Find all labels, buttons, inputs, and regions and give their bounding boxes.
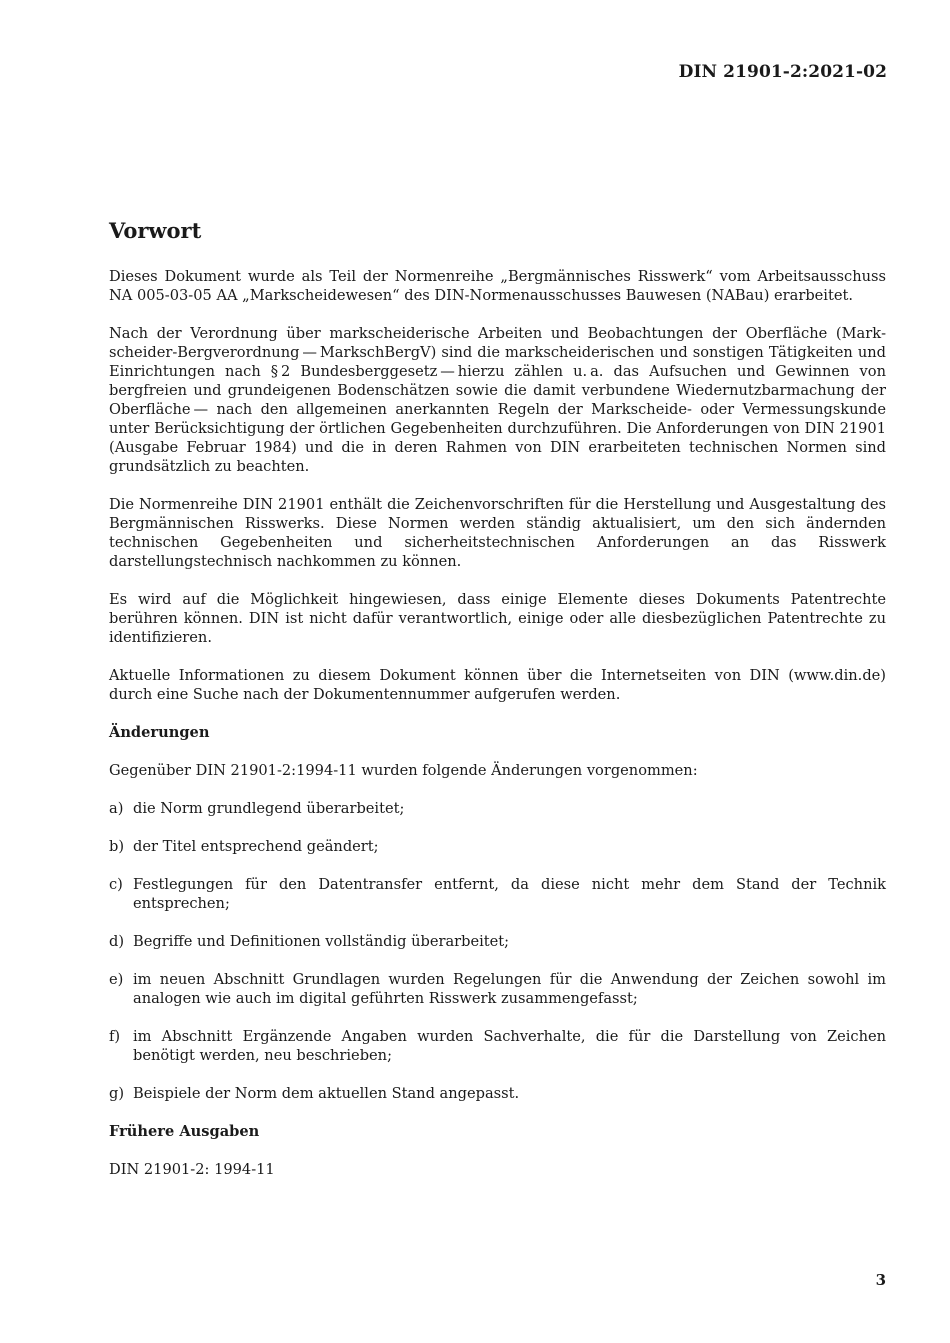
changes-intro: Gegenüber DIN 21901-2:1994-11 wurden folgende Änderungen vorgenommen: [109,762,698,779]
list-item [109,932,886,951]
list-marker: e) [109,971,124,988]
section-title-foreword: Vorwort [109,218,202,243]
section-heading-earlier-editions: Frühere Ausgaben [109,1123,260,1140]
list-item [109,1027,886,1065]
foreword-paragraph-2: Nach der Verordnung über markscheiderische Arbeiten und Beobachtungen der Oberfläche (Markscheider-Bergverordnung — MarkschBergV) sind die markscheiderischen und sonstigen Tätigkeiten und Einrichtungen nach § 2 Bundesberggesetz — hierzu zählen u. a. das Aufsuchen und Gewinnen von bergfreien und grundeigenen Bodenschätzen sowie die damit verbundene Wiedernutzbarmachung der Oberfläche — nach den allgemeinen anerkannten Regeln der Markscheide- oder Vermessungskunde unter Berücksichtigung der örtlichen Gegebenheiten durchzuführen. Die Anforderungen von DIN 21901 (Ausgabe Februar 1984) und die in deren Rahmen von DIN erarbeiteten technischen Normen sind grundsätzlich zu beachten. [109,325,886,475]
section-heading-changes: Änderungen [109,724,210,741]
document-body [109,216,886,1198]
foreword-paragraph-1: Dieses Dokument wurde als Teil der Normenreihe „Bergmännisches Risswerk“ vom Arbeitsausschuss NA 005-03-05 AA „Markscheidewesen“ des DIN-Normenausschusses Bauwesen (NABau) erarbeitet. [109,268,886,304]
list-marker: c) [109,876,123,893]
list-item [109,1084,886,1103]
list-item-text: die Norm grundlegend überarbeitet; [133,800,405,817]
foreword-paragraph-5: Aktuelle Informationen zu diesem Dokument können über die Internetseiten von DIN (www.din.de) durch eine Suche nach der Dokumentennummer aufgerufen werden. [109,667,886,703]
list-marker: a) [109,800,124,817]
list-item-text: der Titel entsprechend geändert; [133,838,379,855]
list-marker: f) [109,1028,121,1045]
list-item-text: Begriffe und Definitionen vollständig überarbeitet; [133,933,510,950]
list-marker: b) [109,838,125,855]
list-marker: g) [109,1085,125,1102]
earlier-editions-text: DIN 21901-2: 1994-11 [109,1161,275,1178]
list-item-text: Festlegungen für den Datentransfer entfernt, da diese nicht mehr dem Stand der Technik entsprechen; [133,876,886,912]
list-marker: d) [109,933,125,950]
list-item [109,970,886,1008]
list-item-text: im Abschnitt Ergänzende Angaben wurden Sachverhalte, die für die Darstellung von Zeichen benötigt werden, neu beschrieben; [133,1028,886,1064]
document-code: DIN 21901-2:2021-02 [678,62,887,82]
page-number: 3 [875,1271,886,1289]
list-item-text: im neuen Abschnitt Grundlagen wurden Regelungen für die Anwendung der Zeichen sowohl im analogen wie auch im digital geführten Risswerk zusammengefasst; [133,971,886,1007]
list-item-text: Beispiele der Norm dem aktuellen Stand angepasst. [133,1085,520,1102]
list-item [109,799,886,818]
foreword-paragraph-4: Es wird auf die Möglichkeit hingewiesen, dass einige Elemente dieses Dokuments Patentrechte berühren können. DIN ist nicht dafür verantwortlich, einige oder alle diesbezüglichen Patentrechte zu identifizieren. [109,591,886,646]
foreword-paragraph-3: Die Normenreihe DIN 21901 enthält die Zeichenvorschriften für die Herstellung und Ausgestaltung des Bergmännischen Risswerks. Diese Normen werden ständig aktualisiert, um den sich ändernden technischen Gegebenheiten und sicherheitstechnischen Anforderungen an das Risswerk darstellungstechnisch nachkommen zu können. [109,496,886,570]
list-item [109,875,886,913]
changes-list [109,799,886,1103]
list-item [109,837,886,856]
